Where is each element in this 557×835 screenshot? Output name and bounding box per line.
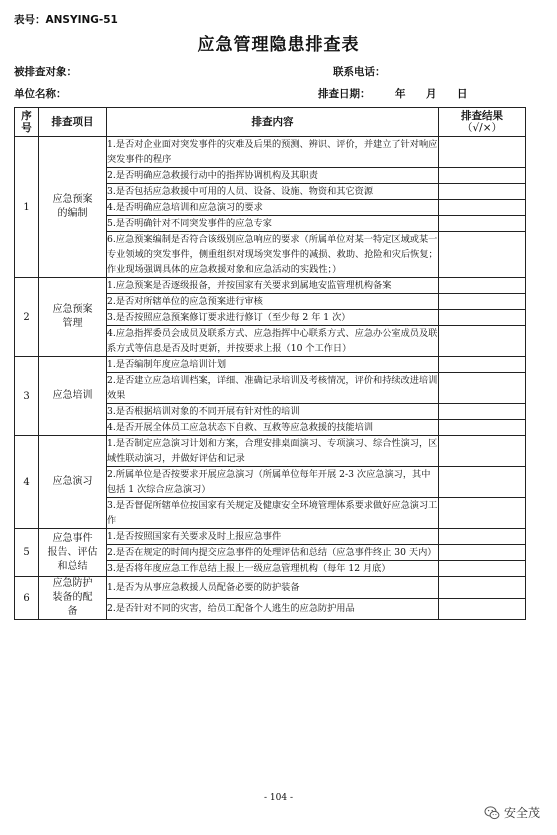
row-inspection-content: 4.应急指挥委员会成员及联系方式、应急指挥中心联系方式、应急办公室成员及联系方式等信息是否及时更新，并按要求上报（10 个工作日） (107, 326, 439, 357)
table-row (15, 577, 526, 599)
inspected-party-label: 被排查对象： (14, 66, 77, 78)
row-result-cell[interactable] (439, 373, 526, 404)
row-result-cell[interactable] (439, 436, 526, 467)
header-result (439, 108, 526, 137)
row-result-cell[interactable] (439, 357, 526, 373)
table-row (15, 137, 526, 168)
row-inspection-item: 应急预案 的编制 (39, 137, 107, 278)
watermark-text: 安全茂 (504, 806, 541, 820)
row-inspection-content: 2.是否在规定的时间内提交应急事件的处理评估和总结（应急事件终止 30 天内） (107, 545, 439, 561)
row-inspection-item: 应急事件 报告、评估 和总结 (39, 529, 107, 577)
page-title: 应急管理隐患排查表 (197, 35, 360, 55)
row-result-cell[interactable] (439, 294, 526, 310)
row-seq-number: 1 (15, 137, 39, 278)
row-inspection-content: 2.是否对所辖单位的应急预案进行审核 (107, 294, 439, 310)
row-result-cell[interactable] (439, 168, 526, 184)
row-result-cell[interactable] (439, 200, 526, 216)
row-result-cell[interactable] (439, 216, 526, 232)
row-inspection-item: 应急防护 装备的配 备 (39, 577, 107, 620)
header-seq-line2: 号 (21, 122, 32, 134)
month-label: 月 (426, 88, 437, 100)
row-inspection-content: 5.是否明确针对不同突发事件的应急专家 (107, 216, 439, 232)
header-content: 排查内容 (107, 108, 439, 137)
row-inspection-content: 3.是否根据培训对象的不同开展有针对性的培训 (107, 404, 439, 420)
header-seq-line1: 序 (21, 110, 32, 122)
row-inspection-content: 4.是否开展全体员工应急状态下自救、互救等应急救援的技能培训 (107, 420, 439, 436)
row-inspection-content: 1.是否编制年度应急培训计划 (107, 357, 439, 373)
row-inspection-content: 1.是否制定应急演习计划和方案，合理安排桌面演习、专项演习、综合性演习，区域性联动演习，并做好评估和记录 (107, 436, 439, 467)
year-label: 年 (395, 88, 406, 100)
header-item: 排查项目 (39, 108, 107, 137)
row-inspection-content: 3.是否按照应急预案修订要求进行修订（至少每 2 年 1 次） (107, 310, 439, 326)
page-number: - 104 - (264, 793, 293, 803)
row-inspection-content: 1.是否对企业面对突发事件的灾难及后果的预测、辨识、评价，并建立了针对响应突发事件的程序 (107, 137, 439, 168)
row-inspection-item: 应急演习 (39, 436, 107, 529)
row-result-cell[interactable] (439, 137, 526, 168)
row-result-cell[interactable] (439, 232, 526, 278)
table-header-row (15, 108, 526, 137)
row-inspection-content: 3.是否将年度应急工作总结上报上一级应急管理机构（每年 12 月底） (107, 561, 439, 577)
row-result-cell[interactable] (439, 420, 526, 436)
row-result-cell[interactable] (439, 278, 526, 294)
row-result-cell[interactable] (439, 561, 526, 577)
row-seq-number: 2 (15, 278, 39, 357)
phone-label: 联系电话： (333, 66, 386, 78)
table-row (15, 436, 526, 467)
check-date-label: 排查日期： (318, 88, 371, 100)
row-inspection-content: 2.所属单位是否按要求开展应急演习（所属单位每年开展 2-3 次应急演习，其中包括 1 次综合应急演习） (107, 467, 439, 498)
row-inspection-content: 4.是否明确应急培训和应急演习的要求 (107, 200, 439, 216)
row-result-cell[interactable] (439, 498, 526, 529)
row-inspection-content: 1.应急预案是否逐级报备，并按国家有关要求到属地安监管理机构备案 (107, 278, 439, 294)
row-inspection-content: 2.是否针对不同的灾害，给员工配备个人逃生的应急防护用品 (107, 598, 439, 620)
header-seq (15, 108, 39, 137)
row-inspection-content: 3.是否督促所辖单位按国家有关规定及健康安全环境管理体系要求做好应急演习工作 (107, 498, 439, 529)
row-inspection-content: 1.是否按照国家有关要求及时上报应急事件 (107, 529, 439, 545)
row-inspection-item: 应急预案 管理 (39, 278, 107, 357)
row-inspection-content: 2.是否建立应急培训档案，详细、准确记录培训及考核情况，评价和持续改进培训效果 (107, 373, 439, 404)
row-inspection-content: 1.是否为从事应急救援人员配备必要的防护装备 (107, 577, 439, 599)
day-label: 日 (457, 88, 468, 100)
row-inspection-content: 2.是否明确应急救援行动中的指挥协调机构及其职责 (107, 168, 439, 184)
form-code: 表号：ANSYING-51 (14, 14, 118, 26)
row-result-cell[interactable] (439, 326, 526, 357)
row-seq-number: 5 (15, 529, 39, 577)
table-row (15, 278, 526, 294)
table-body (15, 137, 526, 620)
row-seq-number: 4 (15, 436, 39, 529)
inspection-table (14, 107, 526, 620)
row-result-cell[interactable] (439, 545, 526, 561)
row-result-cell[interactable] (439, 598, 526, 620)
wechat-icon (484, 805, 500, 821)
row-result-cell[interactable] (439, 467, 526, 498)
unit-name-label: 单位名称： (14, 88, 67, 100)
row-result-cell[interactable] (439, 577, 526, 599)
row-result-cell[interactable] (439, 529, 526, 545)
row-inspection-item: 应急培训 (39, 357, 107, 436)
header-result-line1: 排查结果 (461, 110, 503, 122)
table-row (15, 529, 526, 545)
watermark (484, 804, 540, 821)
row-result-cell[interactable] (439, 310, 526, 326)
row-seq-number: 6 (15, 577, 39, 620)
table-row (15, 357, 526, 373)
row-seq-number: 3 (15, 357, 39, 436)
row-inspection-content: 3.是否包括应急救援中可用的人员、设备、设施、物资和其它资源 (107, 184, 439, 200)
row-result-cell[interactable] (439, 184, 526, 200)
row-inspection-content: 6.应急预案编制是否符合该级别应急响应的要求（所属单位对某一特定区域或某一专业领域的突发事件，侧重组织对现场突发事件的减损、救助、抢险和灾后恢复；作业现场强调具体的应急救援对象和应急活动的实践性；） (107, 232, 439, 278)
row-result-cell[interactable] (439, 404, 526, 420)
header-result-line2: （√/×） (461, 122, 503, 134)
